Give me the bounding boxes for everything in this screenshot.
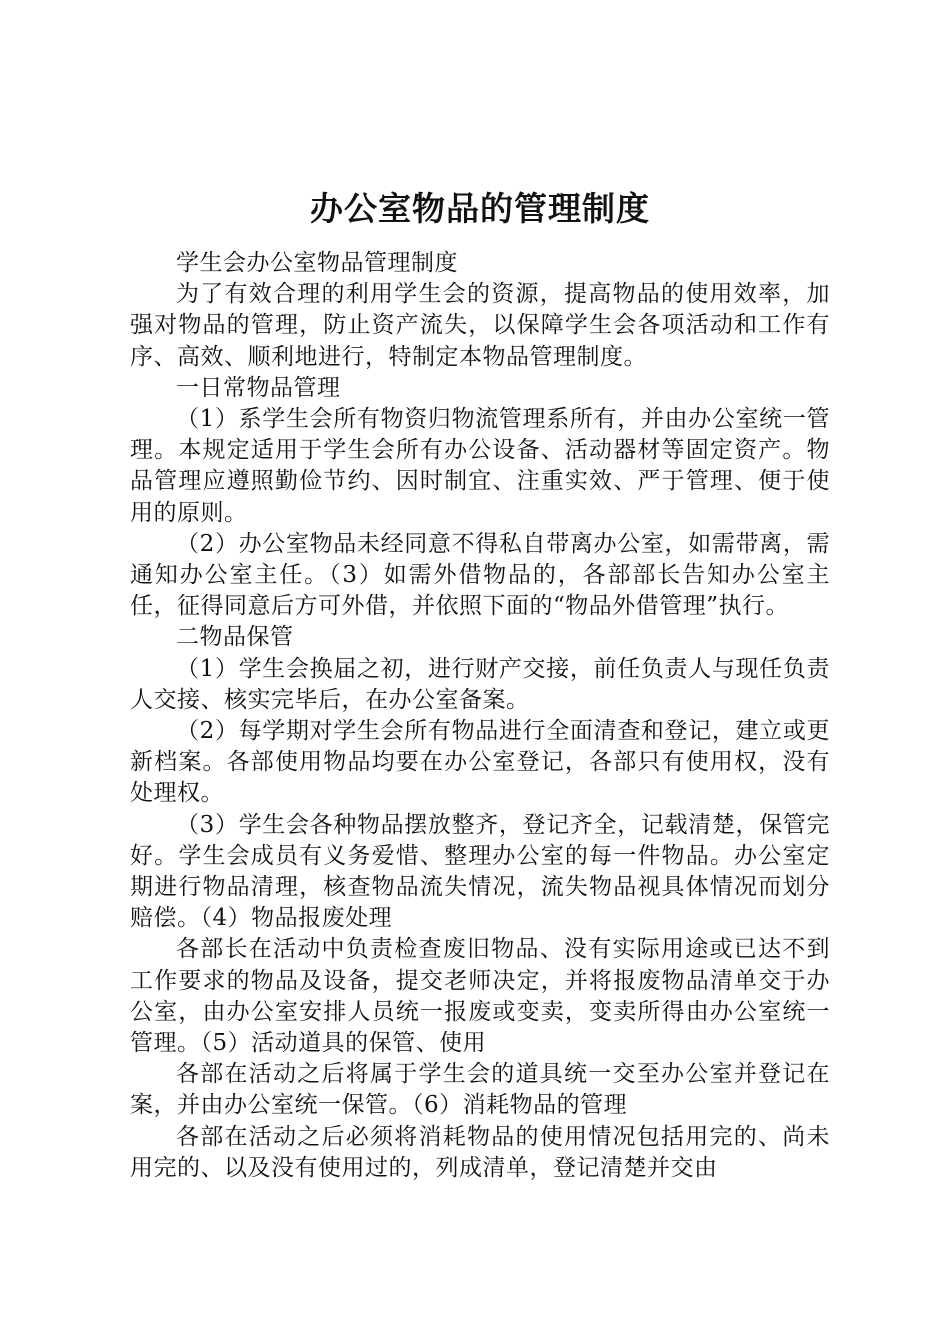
paragraph-item-2-3: （2）办公室物品未经同意不得私自带离办公室，如需带离，需通知办公室主任。（3）如需外借物品的，各部部长告知办公室主任，征得同意后方可外借，并依照下面的“物品外借管理”执行。 [130, 530, 830, 620]
paragraph-storage-2: （2）每学期对学生会所有物品进行全面清查和登记，建立或更新档案。各部使用物品均要在办公室登记，各部只有使用权，没有处理权。 [130, 718, 830, 807]
paragraph-storage-3-4: （3）学生会各种物品摆放整齐，登记齐全，记载清楚，保管完好。学生会成员有义务爱惜、整理办公室的每一件物品。办公室定期进行物品清理，核查物品流失情况，流失物品视具体情况而划分赔偿。（4）物品报废处理 [130, 811, 830, 932]
section-heading-daily-management: 一日常物品管理 [176, 374, 341, 401]
paragraph-intro: 为了有效合理的利用学生会的资源，提高物品的使用效率，加强对物品的管理，防止资产流失，以保障学生会各项活动和工作有序、高效、顺利地进行，特制定本物品管理制度。 [130, 281, 830, 370]
paragraph-storage-1: （1）学生会换届之初，进行财产交接，前任负责人与现任负责人交接、核实完毕后，在办公室备案。 [130, 655, 830, 713]
paragraph-props-6: 各部在活动之后将属于学生会的道具统一交至办公室并登记在案，并由办公室统一保管。（6）消耗物品的管理 [130, 1061, 830, 1119]
section-heading-storage: 二物品保管 [176, 624, 294, 651]
document-content [130, 182, 830, 1184]
paragraph-item-1: （1）系学生会所有物资归物流管理系所有，并由办公室统一管理。本规定适用于学生会所有办公设备、活动器材等固定资产。物品管理应遵照勤俭节约、因时制宜、注重实效、严于管理、便于使用的原则。 [130, 406, 830, 526]
paragraph-scrap-5: 各部长在活动中负责检查废旧物品、没有实际用途或已达不到工作要求的物品及设备，提交老师决定，并将报废物品清单交于办公室，由办公室安排人员统一报废或变卖，变卖所得由办公室统一管理。（5）活动道具的保管、使用 [130, 936, 830, 1057]
paragraph-subtitle: 学生会办公室物品管理制度 [176, 250, 458, 276]
paragraph-consumables: 各部在活动之后必须将消耗物品的使用情况包括用完的、尚未用完的、以及没有使用过的，列成清单，登记清楚并交由 [130, 1123, 830, 1181]
document-title: 办公室物品的管理制度 [310, 189, 650, 228]
